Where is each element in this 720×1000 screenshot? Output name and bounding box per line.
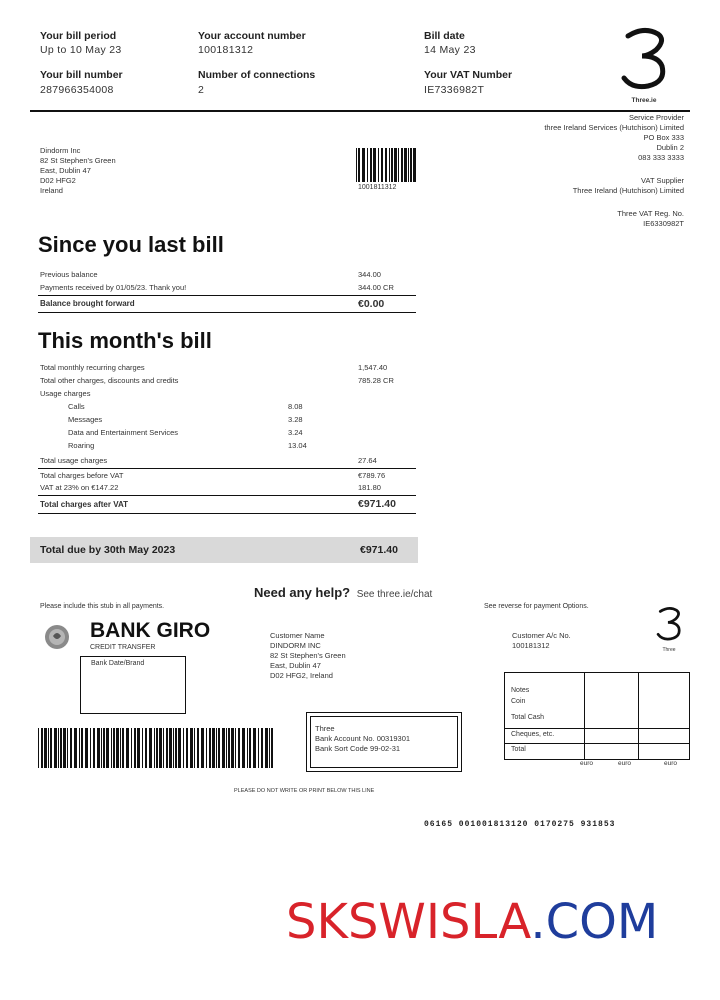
vat-label: VAT at 23% on €147.22 (40, 483, 119, 492)
usage-item-value: 13.04 (288, 441, 307, 450)
three-logo-icon (652, 606, 686, 642)
balance-forward-label: Balance brought forward (40, 299, 135, 308)
vat-reg-line: IE6330982T (643, 219, 684, 228)
usage-item-label: Messages (68, 415, 103, 424)
giro-subtitle: CREDIT TRANSFER (90, 644, 156, 651)
recurring-label: Total monthly recurring charges (40, 363, 145, 372)
provider-block (544, 113, 684, 229)
stub-logo-caption: Three (662, 647, 676, 653)
provider-line: Service Provider (628, 113, 684, 122)
address-line: D02 HFG2 (40, 176, 76, 185)
account-number-value: 100181312 (198, 44, 254, 56)
euro-label: euro (664, 760, 678, 767)
since-last-bill-title: Since you last bill (38, 232, 224, 257)
usage-item-value: 3.24 (288, 428, 303, 437)
vat-value: 181.80 (358, 483, 381, 492)
payment-row-label: Total Cash (511, 714, 545, 721)
usage-item-label: Roaring (68, 441, 95, 450)
bill-date-label: Bill date (424, 30, 465, 42)
account-barcode (356, 148, 418, 182)
bank-date-box (80, 656, 186, 714)
do-not-write-note: PLEASE DO NOT WRITE OR PRINT BELOW THIS LINE (234, 788, 375, 794)
connections-value: 2 (198, 84, 205, 96)
stub-account-block (512, 631, 571, 651)
address-line: 82 St Stephen's Green (40, 156, 116, 165)
customer-line: DINDORM INC (270, 641, 321, 650)
payments-label: Payments received by 01/05/23. Thank you! (40, 283, 187, 292)
usage-item-value: 8.08 (288, 402, 303, 411)
other-charges-value: 785.28 CR (358, 376, 394, 385)
watermark (286, 894, 658, 950)
bill-date-value: 14 May 23 (424, 44, 476, 56)
barcode-number: 1001811312 (358, 184, 397, 191)
after-vat-divider (38, 513, 416, 514)
usage-item-value: 3.28 (288, 415, 303, 424)
ocr-line: 06165 001001813120 0170275 931853 (424, 820, 616, 829)
total-due-label: Total due by 30th May 2023 (40, 544, 176, 556)
customer-line: D02 HFG2, Ireland (270, 671, 333, 680)
logo-caption: Three.ie (631, 97, 657, 104)
customer-line: 82 St Stephen's Green (270, 651, 346, 660)
vat-divider (38, 495, 416, 496)
stub-barcode (38, 728, 276, 768)
other-charges-label: Total other charges, discounts and credits (40, 376, 179, 385)
stub-right-note: See reverse for payment Options. (484, 603, 589, 610)
bill-period-value: Up to 10 May 23 (40, 44, 122, 56)
stub-customer-block (270, 631, 346, 681)
total-due-value: €971.40 (360, 544, 398, 556)
bill-number-label: Your bill number (40, 69, 123, 81)
previous-balance-label: Previous balance (40, 270, 98, 279)
stub-account-label: Customer A/c No. (512, 631, 571, 640)
help-link[interactable]: See three.ie/chat (356, 589, 433, 600)
payment-row-label: Notes (511, 687, 530, 694)
provider-line: 083 333 3333 (638, 153, 684, 162)
customer-name-label: Customer Name (270, 631, 325, 640)
previous-balance-value: 344.00 (358, 270, 381, 279)
euro-label: euro (580, 760, 594, 767)
usage-item-label: Data and Entertainment Services (68, 428, 179, 437)
bank-giro-coin-icon (44, 624, 70, 650)
after-vat-label: Total charges after VAT (40, 500, 129, 509)
bank-line: Bank Sort Code 99-02-31 (315, 744, 401, 753)
payment-row-label: Cheques, etc. (511, 731, 555, 738)
usage-divider (38, 468, 416, 469)
three-logo (618, 26, 670, 104)
vat-reg-line: Three VAT Reg. No. (617, 209, 684, 218)
vat-number-label: Your VAT Number (424, 69, 513, 81)
bank-account-box (306, 712, 462, 772)
account-number-label: Your account number (198, 30, 306, 42)
payment-table (504, 672, 690, 760)
address-line: Ireland (40, 186, 63, 195)
since-divider (38, 295, 416, 296)
bank-line: Three (315, 724, 335, 733)
address-line: East, Dublin 47 (40, 166, 91, 175)
customer-address (40, 146, 116, 196)
usage-charges-label: Usage charges (40, 389, 91, 398)
watermark-dot: . (530, 894, 546, 950)
giro-title: BANK GIRO (90, 619, 211, 642)
customer-line: East, Dublin 47 (270, 661, 321, 670)
recurring-value: 1,547.40 (358, 363, 388, 372)
vat-number-value: IE7336982T (424, 84, 485, 96)
total-due-banner (30, 537, 418, 563)
stub-account-value: 100181312 (512, 641, 550, 650)
bill-period-label: Your bill period (40, 30, 117, 42)
usage-total-value: 27.64 (358, 456, 377, 465)
connections-label: Number of connections (198, 69, 316, 81)
usage-item-label: Calls (68, 402, 85, 411)
watermark-part1: SKSWISLA (286, 894, 531, 950)
vat-supplier-line: Three Ireland (Hutchison) Limited (572, 186, 684, 195)
payment-row-label: Coin (511, 698, 526, 705)
bank-date-label: Bank Date/Brand (91, 660, 145, 667)
before-vat-value: €789.76 (358, 471, 386, 480)
after-vat-value: €971.40 (358, 498, 396, 510)
usage-total-label: Total usage charges (40, 456, 108, 465)
help-section (254, 585, 432, 600)
address-line: Dindorm Inc (40, 146, 81, 155)
help-text: Need any help? (254, 585, 351, 600)
payment-row-label: Total (511, 746, 526, 753)
watermark-part2: COM (545, 894, 659, 950)
stub-left-note: Please include this stub in all payments. (40, 603, 165, 610)
stub-three-logo (652, 606, 686, 653)
bank-line: Bank Account No. 00319301 (315, 734, 411, 743)
vat-supplier-line: VAT Supplier (641, 176, 684, 185)
payments-value: 344.00 CR (358, 283, 394, 292)
bill-number-value: 287966354008 (40, 84, 114, 96)
provider-line: Dublin 2 (656, 143, 684, 152)
euro-label: euro (618, 760, 632, 767)
since-bottom-divider (38, 312, 416, 313)
provider-line: three Ireland Services (Hutchison) Limited (544, 123, 684, 132)
before-vat-label: Total charges before VAT (40, 471, 124, 480)
provider-line: PO Box 333 (643, 133, 684, 142)
this-month-title: This month's bill (38, 328, 212, 353)
three-logo-icon (618, 26, 670, 92)
balance-forward-value: €0.00 (358, 298, 385, 310)
header-divider (30, 110, 690, 112)
